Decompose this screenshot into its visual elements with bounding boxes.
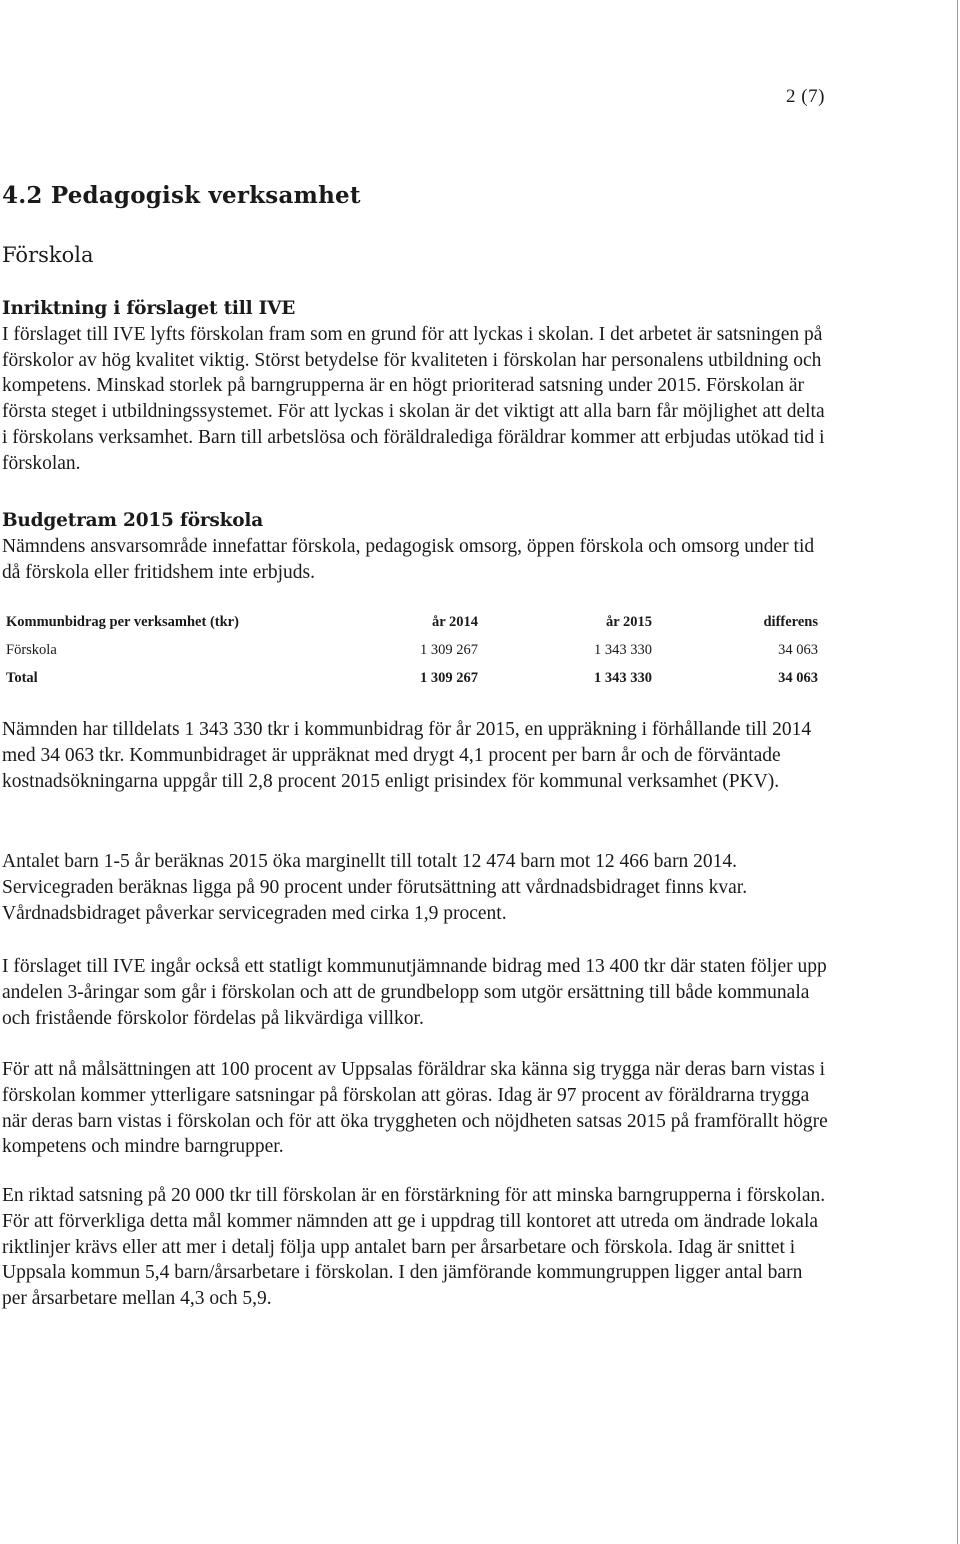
table-header-cell: Kommunbidrag per verksamhet (tkr) (6, 614, 239, 630)
inriktning-title: Inriktning i förslaget till IVE (2, 298, 296, 319)
table-total-cell: Total (6, 670, 38, 686)
table-cell: 34 063 (778, 642, 818, 658)
kommunbidrag-table (6, 610, 820, 694)
budget-text: Nämndens ansvarsområde innefattar förskola, pedagogisk omsorg, öppen förskola och omsorg under tid då förskola eller fritidshem inte erbjuds. (2, 535, 815, 583)
section-subheading: Förskola (2, 243, 94, 267)
paragraph-text: I förslaget till IVE ingår också ett statligt kommunutjämnande bidrag med 13 400 tkr där staten följer upp andelen 3-åringar som går i förskolan och att de grundbelopp som utgör ersättning till både kommunala och fristående förskolor fördelas på likvärdiga villkor. (2, 956, 827, 1029)
paragraph-trygghet (2, 1057, 832, 1160)
table-cell: 1 343 330 (594, 642, 652, 658)
paragraph-antal-barn (2, 849, 832, 926)
table-total-row (6, 666, 820, 694)
table-header-cell: år 2014 (431, 614, 478, 630)
table-total-cell: 1 343 330 (594, 670, 652, 686)
table-total-cell: 34 063 (778, 670, 818, 686)
table-header-cell: differens (763, 614, 818, 630)
table-header-cell: år 2015 (605, 614, 652, 630)
section-heading: 4.2 Pedagogisk verksamhet (2, 182, 361, 209)
inriktning-text: I förslaget till IVE lyfts förskolan fram som en grund för att lyckas i skolan. I det arbetet är satsningen på förskolor av hög kvalitet viktig. Störst betydelse för kvaliteten i förskolan har personalens utbildning och kompetens. Minskad storlek på barngrupperna är en högt prioriterad satsning under 2015. Förskolan är första steget i utbildningssystemet. För att lyckas i skolan är det viktigt att alla barn får möjlighet att delta i förskolans verksamhet. Barn till arbetslösa och föräldralediga föräldrar kommer att erbjudas utökad tid i förskolan. (2, 323, 825, 474)
table-row (6, 638, 820, 666)
table-header-row (6, 610, 820, 638)
table-cell: Förskola (6, 642, 57, 658)
page-number: 2 (7) (786, 86, 825, 107)
budget-section (2, 508, 832, 585)
paragraph-statligt-bidrag (2, 954, 832, 1031)
table-total-cell: 1 309 267 (420, 670, 478, 686)
paragraph-text: För att nå målsättningen att 100 procent av Uppsalas föräldrar ska känna sig trygga när deras barn vistas i förskolan kommer ytterligare satsningar på förskolan att göras. Idag är 97 procent av föräldrarna trygga när deras barn vistas i förskolan och för att öka tryggheten och nöjdheten satsas 2015 på framförallt högre kompetens och mindre barngrupper. (2, 1059, 828, 1158)
inriktning-section (2, 296, 832, 477)
paragraph-kommunbidrag (2, 717, 832, 794)
paragraph-barngrupper (2, 1183, 832, 1312)
paragraph-text: En riktad satsning på 20 000 tkr till förskolan är en förstärkning för att minska barngrupperna i förskolan. För att förverkliga detta mål kommer nämnden att ge i uppdrag till kontoret att utreda om ändrade lokala riktlinjer krävs eller att mer i detalj följa upp antalet barn per årsarbetare och förskola. Idag är snittet i Uppsala kommun 5,4 barn/årsarbetare i förskolan. I den jämförande kommungruppen ligger antal barn per årsarbetare mellan 4,3 och 5,9. (2, 1185, 826, 1310)
table-cell: 1 309 267 (420, 642, 478, 658)
budget-title: Budgetram 2015 förskola (2, 510, 263, 531)
page-edge-line (957, 0, 958, 1544)
paragraph-text: Antalet barn 1-5 år beräknas 2015 öka marginellt till totalt 12 474 barn mot 12 466 barn 2014. Servicegraden beräknas ligga på 90 procent under förutsättning att vårdnadsbidraget finns kvar. Vårdnadsbidraget påverkar servicegraden med cirka 1,9 procent. (2, 851, 748, 924)
paragraph-text: Nämnden har tilldelats 1 343 330 tkr i kommunbidrag för år 2015, en uppräkning i förhållande till 2014 med 34 063 tkr. Kommunbidraget är uppräknat med drygt 4,1 procent per barn år och de förväntade kostnadsökningarna uppgår till 2,8 procent 2015 enligt prisindex för kommunal verksamhet (PKV). (2, 719, 812, 792)
